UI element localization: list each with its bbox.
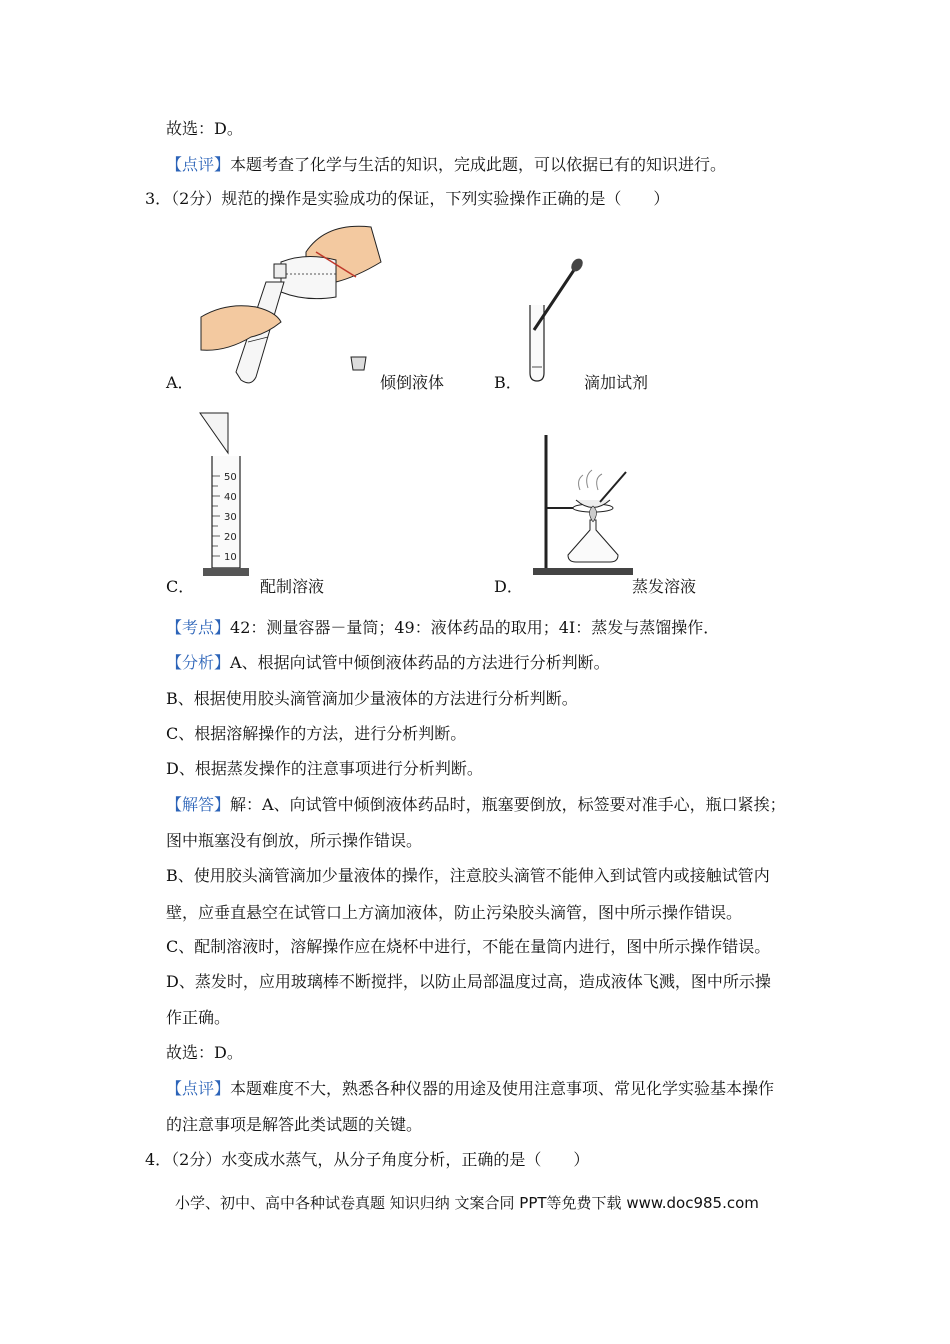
- solution-d-1: D、蒸发时，应用玻璃棒不断搅拌，以防止局部温度过高，造成液体飞溅，图中所示操: [166, 972, 771, 991]
- question-3: 3．（2分）规范的操作是实验成功的保证，下列实验操作正确的是（ ）: [145, 189, 670, 208]
- comment-line-2b: 的注意事项是解答此类试题的关键。: [166, 1115, 423, 1134]
- kaodian-tag: 【考点】: [166, 618, 231, 637]
- tick-label: 10: [224, 552, 237, 563]
- tick-label: 50: [224, 472, 237, 483]
- analysis-d: D、根据蒸发操作的注意事项进行分析判断。: [166, 759, 483, 778]
- solution-c: C、配制溶液时，溶解操作应在烧杯中进行，不能在量筒内进行，图中所示操作错误。: [166, 937, 771, 956]
- solution-b-1: B、使用胶头滴管滴加少量液体的操作，注意胶头滴管不能伸入到试管内或接触试管内: [166, 866, 770, 885]
- fenxi-line: [166, 653, 610, 673]
- comment-line-2: [166, 1079, 774, 1099]
- option-d-label: 蒸发溶液: [632, 577, 697, 596]
- analysis-c: C、根据溶解操作的方法，进行分析判断。: [166, 724, 467, 743]
- page-footer: 小学、初中、高中各种试卷真题 知识归纳 文案合同 PPT等免费下载 www.doc985.com: [175, 1194, 759, 1212]
- option-b-letter: B．: [494, 373, 522, 392]
- tick-label: 40: [224, 492, 237, 503]
- tick-label: 30: [224, 512, 237, 523]
- dropper-figure: [520, 255, 590, 385]
- option-a-label: 倾倒液体: [380, 373, 445, 392]
- comment-text-2: 本题难度不大，熟悉各种仪器的用途及使用注意事项、常见化学实验基本操作: [230, 1079, 775, 1098]
- option-d-letter: D．: [494, 577, 523, 596]
- comment-tag-2: 【点评】: [166, 1079, 231, 1098]
- answer-line-2: 故选：D。: [166, 1043, 243, 1062]
- option-c-letter: C．: [166, 577, 195, 596]
- kaodian-text: 42：测量容器－量筒；49：液体药品的取用；4I：蒸发与蒸馏操作．: [230, 618, 720, 637]
- option-a-letter: A．: [166, 373, 194, 392]
- jieda-text: 解：A、向试管中倾倒液体药品时，瓶塞要倒放，标签要对准手心，瓶口紧挨；: [230, 795, 786, 814]
- solution-b-2: 壁，应垂直悬空在试管口上方滴加液体，防止污染胶头滴管，图中所示操作错误。: [166, 903, 743, 922]
- jieda-line-2: 图中瓶塞没有倒放，所示操作错误。: [166, 831, 423, 850]
- fenxi-tag: 【分析】: [166, 653, 231, 672]
- comment-tag: 【点评】: [166, 155, 231, 174]
- question-4: 4．（2分）水变成水蒸气，从分子角度分析，正确的是（ ）: [145, 1150, 590, 1169]
- comment-text: 本题考查了化学与生活的知识，完成此题，可以依据已有的知识进行。: [230, 155, 727, 174]
- evaporation-figure: [528, 430, 638, 580]
- pouring-liquid-figure: [196, 222, 386, 387]
- solution-d-2: 作正确。: [166, 1008, 231, 1027]
- option-b-label: 滴加试剂: [584, 373, 649, 392]
- measuring-cylinder-figure: [198, 408, 268, 580]
- answer-line: 故选：D。: [166, 119, 243, 138]
- option-c-label: 配制溶液: [260, 577, 325, 596]
- jieda-tag: 【解答】: [166, 795, 231, 814]
- comment-line: [166, 155, 726, 175]
- analysis-b: B、根据使用胶头滴管滴加少量液体的方法进行分析判断。: [166, 689, 578, 708]
- jieda-line: [166, 795, 786, 815]
- fenxi-text: A、根据向试管中倾倒液体药品的方法进行分析判断。: [230, 653, 610, 672]
- kaodian-line: [166, 618, 719, 638]
- tick-label: 20: [224, 532, 237, 543]
